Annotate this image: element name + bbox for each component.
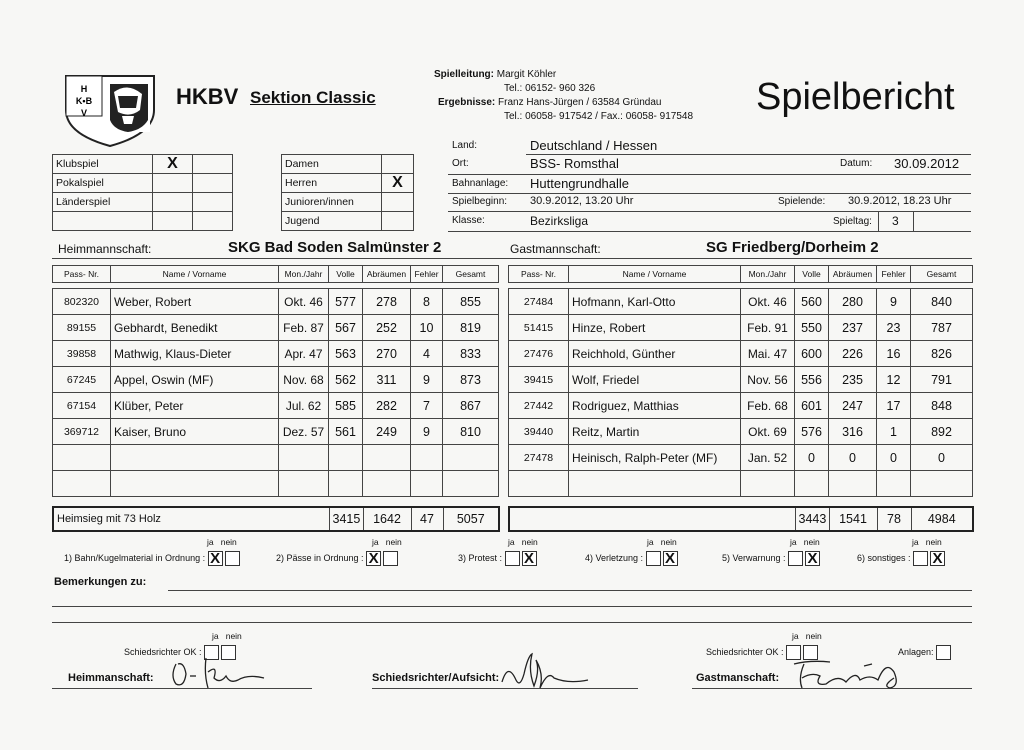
gesamt: 791	[911, 367, 973, 393]
fehler: 10	[411, 315, 443, 341]
abraeumen: 252	[363, 315, 411, 341]
player-name: Hofmann, Karl-Otto	[569, 289, 741, 315]
check-verwarnung	[722, 537, 820, 567]
abraeumen	[363, 445, 411, 471]
abraeumen: 280	[829, 289, 877, 315]
home-players	[53, 289, 499, 497]
nein-checkbox[interactable]	[383, 551, 398, 566]
ergebnisse-label: Ergebnisse:	[438, 97, 496, 108]
col-header: Fehler	[411, 266, 443, 283]
check-label: 3) Protest :	[458, 552, 503, 563]
category-label: Herren	[282, 174, 382, 193]
category-mark	[382, 212, 414, 231]
info-block	[448, 136, 973, 234]
player-name: Kaiser, Bruno	[111, 419, 279, 445]
birth-date: Jul. 62	[279, 393, 329, 419]
game-type-mark	[153, 212, 193, 231]
col-header: Abräumen	[829, 266, 877, 283]
player-name: Klüber, Peter	[111, 393, 279, 419]
gesamt: 840	[911, 289, 973, 315]
birth-date: Nov. 56	[741, 367, 795, 393]
birth-date: Okt. 69	[741, 419, 795, 445]
anlagen-checkbox[interactable]	[936, 645, 951, 660]
check-label: 6) sonstiges :	[857, 552, 911, 563]
fehler: 9	[411, 419, 443, 445]
category-label: Damen	[282, 155, 382, 174]
gesamt: 787	[911, 315, 973, 341]
pass-nr: 51415	[509, 315, 569, 341]
fehler: 0	[877, 445, 911, 471]
land-label: Land:	[452, 140, 478, 151]
pass-nr: 39415	[509, 367, 569, 393]
abraeumen: 278	[363, 289, 411, 315]
abraeumen: 311	[363, 367, 411, 393]
home-team-name: SKG Bad Soden Salmünster 2	[228, 239, 442, 256]
datum-value: 30.09.2012	[894, 156, 960, 171]
birth-date: Okt. 46	[741, 289, 795, 315]
game-type-label	[53, 212, 153, 231]
ja-label: ja	[912, 537, 919, 547]
schiri-signature-label: Schiedsrichter/Aufsicht:	[372, 672, 500, 684]
abraeumen	[363, 471, 411, 497]
check-paesse	[276, 537, 402, 567]
category-mark: X	[382, 174, 414, 193]
pass-nr: 89155	[53, 315, 111, 341]
col-header: Gesamt	[443, 266, 499, 283]
nein-label: nein	[925, 537, 942, 547]
abraeumen: 0	[829, 445, 877, 471]
schiri-signature	[498, 650, 598, 692]
gesamt: 867	[443, 393, 499, 419]
ja-checkbox[interactable]	[646, 551, 661, 566]
fehler	[411, 445, 443, 471]
pass-nr: 39858	[53, 341, 111, 367]
check-label: 2) Pässe in Ordnung :	[276, 552, 364, 563]
pass-nr	[509, 471, 569, 497]
player-row	[509, 393, 973, 419]
datum-label: Datum:	[840, 158, 873, 169]
volle: 600	[795, 341, 829, 367]
nein-label: nein	[803, 537, 820, 547]
abraeumen: 282	[363, 393, 411, 419]
ja-checkbox[interactable]	[505, 551, 520, 566]
beginn-label: Spielbeginn:	[452, 196, 508, 207]
birth-date: Feb. 87	[279, 315, 329, 341]
volle: 560	[795, 289, 829, 315]
svg-text:H: H	[80, 84, 88, 94]
fehler: 23	[877, 315, 911, 341]
guest-label: Gastmannschaft:	[510, 242, 601, 256]
player-name: Hinze, Robert	[569, 315, 741, 341]
check-label: 5) Verwarnung :	[722, 552, 786, 563]
pass-nr: 27484	[509, 289, 569, 315]
bahn-label: Bahnanlage:	[452, 178, 509, 189]
result-note: Heimsieg mit 73 Holz	[53, 507, 329, 531]
volle: 577	[329, 289, 363, 315]
gesamt: 873	[443, 367, 499, 393]
total-abraeumen: 1541	[829, 507, 877, 531]
abraeumen: 316	[829, 419, 877, 445]
col-header: Pass- Nr.	[509, 266, 569, 283]
schiri-ok-label: Schiedsrichter OK :	[124, 646, 202, 657]
pass-nr: 67154	[53, 393, 111, 419]
schiri-ok-label: Schiedsrichter OK :	[706, 646, 784, 657]
col-header: Mon./Jahr	[279, 266, 329, 283]
gast-signature-label: Gastmanschaft:	[696, 672, 780, 684]
check-sonstiges	[857, 537, 945, 567]
fehler: 16	[877, 341, 911, 367]
category-label: Jugend	[282, 212, 382, 231]
check-label: 1) Bahn/Kugelmaterial in Ordnung :	[64, 552, 206, 563]
volle: 0	[795, 445, 829, 471]
ende-label: Spielende:	[778, 196, 826, 207]
klasse-value: Bezirksliga	[530, 214, 589, 228]
volle: 562	[329, 367, 363, 393]
volle: 561	[329, 419, 363, 445]
game-type-table	[52, 154, 233, 231]
birth-date	[279, 445, 329, 471]
gesamt: 848	[911, 393, 973, 419]
home-totals-row	[52, 506, 500, 532]
svg-text:V: V	[80, 108, 88, 118]
pass-nr	[53, 445, 111, 471]
birth-date: Jan. 52	[741, 445, 795, 471]
player-row	[53, 471, 499, 497]
player-row	[509, 341, 973, 367]
guest-players-table	[508, 265, 973, 497]
player-name	[111, 445, 279, 471]
volle: 556	[795, 367, 829, 393]
remarks-line[interactable]	[52, 622, 972, 623]
ja-label: ja	[372, 537, 379, 547]
gesamt: 826	[911, 341, 973, 367]
ja-label: ja	[207, 537, 214, 547]
player-name: Weber, Robert	[111, 289, 279, 315]
ja-label: ja	[792, 631, 799, 641]
hkbv-crest-logo	[62, 70, 158, 148]
check-protest	[458, 537, 538, 567]
check-label: 4) Verletzung :	[585, 552, 644, 563]
guest-totals-row	[508, 506, 974, 532]
gesamt	[443, 471, 499, 497]
ja-label: ja	[790, 537, 797, 547]
col-header: Name / Vorname	[111, 266, 279, 283]
col-header: Pass- Nr.	[53, 266, 111, 283]
col-header: Abräumen	[363, 266, 411, 283]
col-header: Gesamt	[911, 266, 973, 283]
pass-nr: 39440	[509, 419, 569, 445]
total-fehler: 47	[411, 507, 443, 531]
land-value: Deutschland / Hessen	[530, 138, 658, 153]
player-name: Mathwig, Klaus-Dieter	[111, 341, 279, 367]
remarks-label: Bemerkungen zu:	[54, 576, 147, 588]
spielleitung-tel: Tel.: 06152- 960 326	[504, 83, 596, 94]
gesamt	[911, 471, 973, 497]
birth-date	[279, 471, 329, 497]
ort-label: Ort:	[452, 158, 469, 169]
category-label: Junioren/innen	[282, 193, 382, 212]
pass-nr	[53, 471, 111, 497]
anlagen-label: Anlagen:	[898, 646, 934, 657]
ja-checkbox[interactable]: X	[366, 551, 381, 566]
total-gesamt: 4984	[911, 507, 973, 531]
abraeumen: 249	[363, 419, 411, 445]
nein-label: nein	[225, 631, 242, 641]
page-title: Spielbericht	[756, 76, 955, 118]
abraeumen: 247	[829, 393, 877, 419]
total-volle: 3443	[795, 507, 829, 531]
game-type-label: Länderspiel	[53, 193, 153, 212]
check-verletzung	[585, 537, 678, 567]
nein-checkbox[interactable]	[225, 551, 240, 566]
volle: 567	[329, 315, 363, 341]
abraeumen: 237	[829, 315, 877, 341]
gesamt: 855	[443, 289, 499, 315]
total-abraeumen: 1642	[363, 507, 411, 531]
birth-date: Mai. 47	[741, 341, 795, 367]
gast-signature	[790, 650, 920, 694]
player-row	[509, 367, 973, 393]
pass-nr: 369712	[53, 419, 111, 445]
guest-players	[509, 289, 973, 497]
ja-label: ja	[212, 631, 219, 641]
player-row	[53, 315, 499, 341]
svg-text:K•B: K•B	[75, 96, 93, 106]
player-row	[53, 289, 499, 315]
klasse-label: Klasse:	[452, 215, 485, 226]
birth-date: Feb. 68	[741, 393, 795, 419]
total-fehler: 78	[877, 507, 911, 531]
player-row	[53, 445, 499, 471]
player-row	[509, 419, 973, 445]
spielleitung-label: Spielleitung:	[434, 69, 494, 80]
gesamt: 833	[443, 341, 499, 367]
spieltag-label: Spieltag:	[833, 216, 872, 227]
game-type-mark	[153, 193, 193, 212]
birth-date: Apr. 47	[279, 341, 329, 367]
heim-signature	[168, 654, 278, 694]
volle: 585	[329, 393, 363, 419]
volle	[329, 445, 363, 471]
col-header: Fehler	[877, 266, 911, 283]
nein-checkbox[interactable]: X	[522, 551, 537, 566]
ort-value: BSS- Romsthal	[530, 156, 619, 171]
ergebnisse-tel: Tel.: 06058- 917542 / Fax.: 06058- 917548	[504, 111, 694, 122]
player-row	[53, 419, 499, 445]
col-header: Volle	[329, 266, 363, 283]
player-name: Rodriguez, Matthias	[569, 393, 741, 419]
fehler: 12	[877, 367, 911, 393]
bahn-value: Huttengrundhalle	[530, 176, 630, 191]
ja-label: ja	[647, 537, 654, 547]
player-row	[509, 445, 973, 471]
player-row	[509, 315, 973, 341]
fehler: 8	[411, 289, 443, 315]
player-name: Gebhardt, Benedikt	[111, 315, 279, 341]
volle: 550	[795, 315, 829, 341]
abraeumen: 235	[829, 367, 877, 393]
volle	[329, 471, 363, 497]
check-bahn-material	[64, 537, 240, 567]
gesamt: 0	[911, 445, 973, 471]
game-type-label: Pokalspiel	[53, 174, 153, 193]
result-note	[509, 507, 795, 531]
home-label: Heimmannschaft:	[58, 242, 152, 256]
gesamt: 810	[443, 419, 499, 445]
ergebnisse-name: Franz Hans-Jürgen / 63584 Gründau	[498, 97, 662, 108]
player-name	[569, 471, 741, 497]
spielleitung-name: Margit Köhler	[496, 69, 557, 80]
abraeumen: 226	[829, 341, 877, 367]
birth-date	[741, 471, 795, 497]
player-name: Reichhold, Günther	[569, 341, 741, 367]
section-name: Sektion Classic	[250, 88, 376, 107]
fehler	[877, 471, 911, 497]
game-type-mark	[153, 174, 193, 193]
ja-label: ja	[508, 537, 515, 547]
volle: 563	[329, 341, 363, 367]
pass-nr: 67245	[53, 367, 111, 393]
pass-nr: 27476	[509, 341, 569, 367]
player-name: Wolf, Friedel	[569, 367, 741, 393]
birth-date: Feb. 91	[741, 315, 795, 341]
player-row	[53, 393, 499, 419]
player-name: Appel, Oswin (MF)	[111, 367, 279, 393]
spieltag-value: 3	[892, 214, 899, 228]
ja-checkbox[interactable]	[913, 551, 928, 566]
nein-label: nein	[385, 537, 402, 547]
pass-nr: 27442	[509, 393, 569, 419]
birth-date: Okt. 46	[279, 289, 329, 315]
pass-nr: 802320	[53, 289, 111, 315]
nein-label: nein	[805, 631, 822, 641]
ja-checkbox[interactable]: X	[208, 551, 223, 566]
category-mark	[382, 155, 414, 174]
org-name: HKBV	[176, 84, 239, 109]
nein-checkbox[interactable]: X	[805, 551, 820, 566]
total-volle: 3415	[329, 507, 363, 531]
nein-label: nein	[660, 537, 677, 547]
player-name: Heinisch, Ralph-Peter (MF)	[569, 445, 741, 471]
fehler: 4	[411, 341, 443, 367]
pass-nr: 27478	[509, 445, 569, 471]
game-type-label: Klubspiel	[53, 155, 153, 174]
nein-label: nein	[220, 537, 237, 547]
nein-label: nein	[521, 537, 538, 547]
home-players-table	[52, 265, 499, 497]
player-row	[53, 367, 499, 393]
abraeumen: 270	[363, 341, 411, 367]
remarks-line[interactable]	[168, 590, 972, 591]
player-name: Reitz, Martin	[569, 419, 741, 445]
player-row	[53, 341, 499, 367]
fehler	[411, 471, 443, 497]
beginn-value: 30.9.2012, 13.20 Uhr	[530, 195, 634, 207]
fehler: 9	[877, 289, 911, 315]
gesamt	[443, 445, 499, 471]
nein-checkbox[interactable]: X	[930, 551, 945, 566]
gesamt: 819	[443, 315, 499, 341]
ende-value: 30.9.2012, 18.23 Uhr	[848, 195, 952, 207]
volle	[795, 471, 829, 497]
fehler: 7	[411, 393, 443, 419]
category-mark	[382, 193, 414, 212]
category-table	[281, 154, 414, 231]
player-name	[111, 471, 279, 497]
remarks-line[interactable]	[52, 606, 972, 607]
col-header: Name / Vorname	[569, 266, 741, 283]
birth-date: Nov. 68	[279, 367, 329, 393]
col-header: Volle	[795, 266, 829, 283]
birth-date: Dez. 57	[279, 419, 329, 445]
fehler: 9	[411, 367, 443, 393]
volle: 601	[795, 393, 829, 419]
nein-checkbox[interactable]: X	[663, 551, 678, 566]
col-header: Mon./Jahr	[741, 266, 795, 283]
volle: 576	[795, 419, 829, 445]
fehler: 1	[877, 419, 911, 445]
abraeumen	[829, 471, 877, 497]
heim-signature-label: Heimmanschaft:	[68, 672, 154, 684]
ja-checkbox[interactable]	[788, 551, 803, 566]
guest-team-name: SG Friedberg/Dorheim 2	[706, 239, 879, 256]
player-row	[509, 289, 973, 315]
total-gesamt: 5057	[443, 507, 499, 531]
gesamt: 892	[911, 419, 973, 445]
fehler: 17	[877, 393, 911, 419]
player-row	[509, 471, 973, 497]
game-type-mark: X	[153, 155, 193, 174]
